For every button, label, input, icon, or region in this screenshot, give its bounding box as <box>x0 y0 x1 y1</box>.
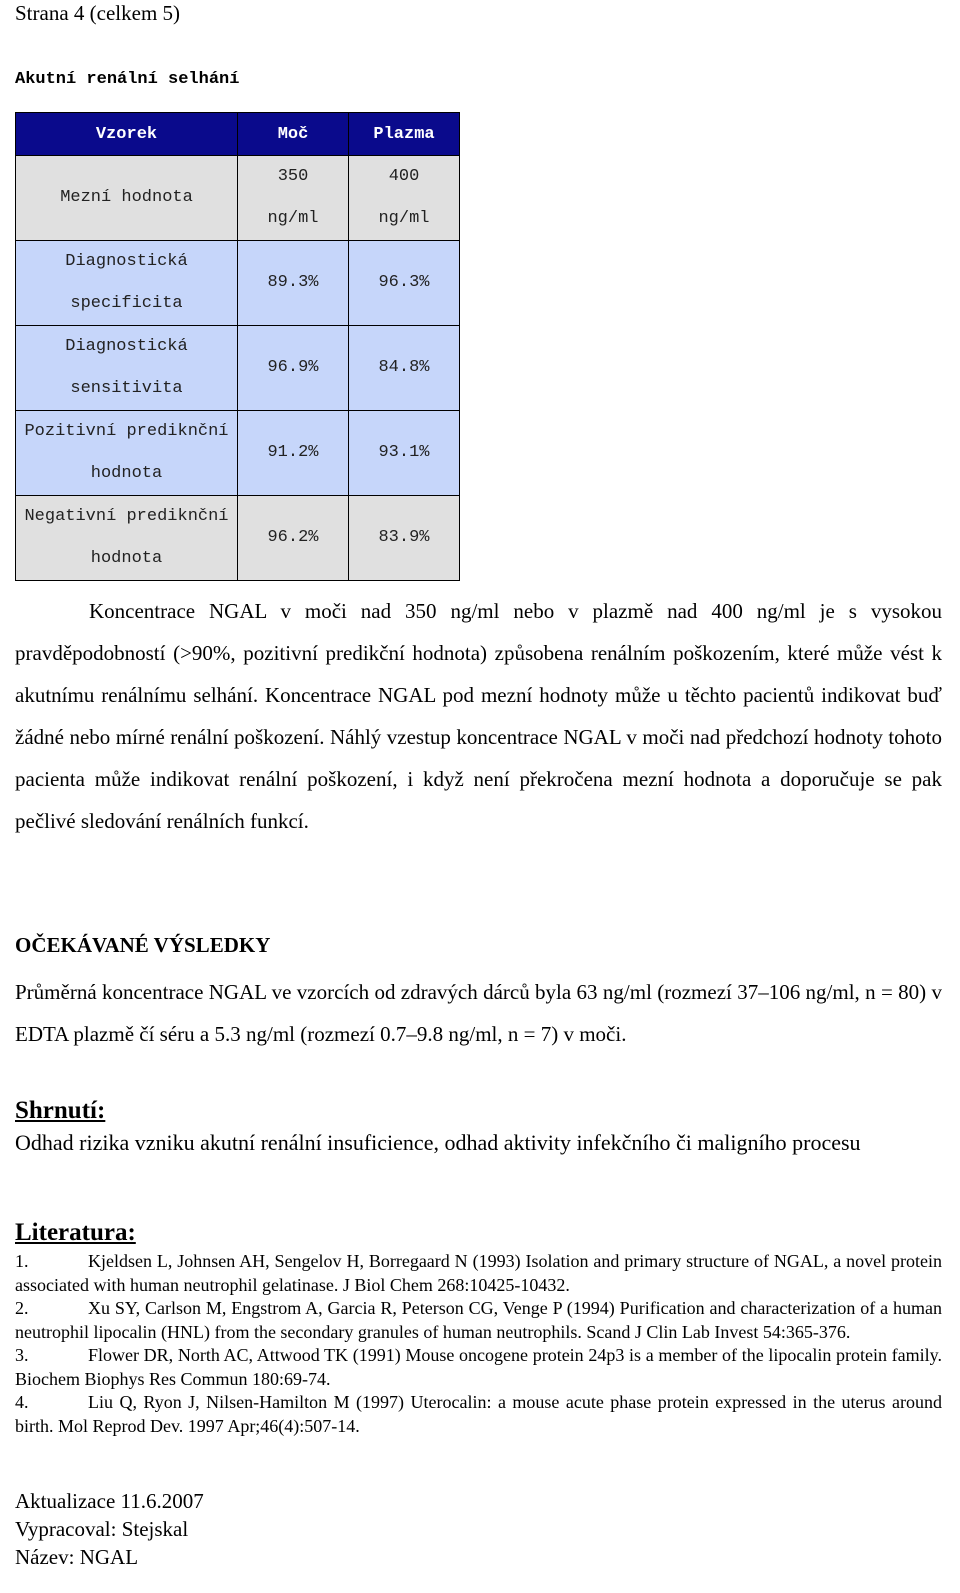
row-label-line: specificita <box>70 294 183 313</box>
header-vzorek: Vzorek <box>16 113 238 156</box>
reference-item <box>15 1297 942 1344</box>
document-footer <box>15 1487 204 1571</box>
row-label <box>16 241 238 326</box>
section-title: Akutní renální selhání <box>15 70 240 89</box>
unit-line: ng/ml <box>378 209 430 228</box>
reference-number: 2. <box>15 1298 29 1318</box>
value-line: 350 <box>277 167 309 186</box>
reference-text: Xu SY, Carlson M, Engstrom A, Garcia R, Peterson CG, Venge P (1994) Purification and characterization of a human neutrophil lipocalin (HNL) from the secondary granules of human neutrophils. Scand J Clin Lab Invest 54:365-376. <box>15 1298 942 1342</box>
row-label-line: Diagnostická <box>65 337 188 356</box>
row-label <box>16 411 238 496</box>
interpretation-paragraph: Koncentrace NGAL v moči nad 350 ng/ml nebo v plazmě nad 400 ng/ml je s vysokou pravděpodobností (>90%, pozitivní predikční hodnota) způsobena renálním poškozením, které může vést k akutnímu renálnímu selhání. Koncentrace NGAL pod mezní hodnoty může u těchto pacientů indikovat buď žádné nebo mírné renální poškození. Náhlý vzestup koncentrace NGAL v moči nad předchozí hodnoty tohoto pacienta může indikovat renální poškození, i když není překročena mezní hodnota a doporučuje se pak pečlivé sledování renálních funkcí. <box>15 599 942 833</box>
table-header-row <box>16 113 460 156</box>
moc-value: 89.3% <box>238 241 349 326</box>
table-row <box>16 241 460 326</box>
row-label-line: sensitivita <box>70 379 183 398</box>
row-label <box>16 156 238 241</box>
row-label-line: hodnota <box>90 549 163 568</box>
reference-item <box>15 1391 942 1438</box>
plazma-value: 84.8% <box>349 326 460 411</box>
reference-number: 3. <box>15 1345 29 1365</box>
header-moc: Moč <box>238 113 349 156</box>
update-date: Aktualizace 11.6.2007 <box>15 1489 204 1513</box>
reference-item <box>15 1250 942 1297</box>
row-label-line: Diagnostická <box>65 252 188 271</box>
moc-value: 96.9% <box>238 326 349 411</box>
table-row <box>16 411 460 496</box>
plazma-value: 83.9% <box>349 496 460 581</box>
unit-line: ng/ml <box>267 209 319 228</box>
page-number: Strana 4 (celkem 5) <box>15 1 181 25</box>
results-text: Průměrná koncentrace NGAL ve vzorcích od zdravých dárců byla 63 ng/ml (rozmezí 37–106 ng/ml, n = 80) v EDTA plazmě čí séru a 5.3 ng/ml (rozmezí 0.7–9.8 ng/ml, n = 7) v moči. <box>15 980 942 1046</box>
plazma-value: 93.1% <box>349 411 460 496</box>
document-name: Název: NGAL <box>15 1545 139 1569</box>
value-line: 400 <box>388 167 420 186</box>
table-row <box>16 156 460 241</box>
literature-heading: Literatura: <box>15 1219 136 1246</box>
moc-value <box>238 156 349 241</box>
row-label-line: Mezní hodnota <box>60 188 193 207</box>
results-heading: OČEKÁVANÉ VÝSLEDKY <box>15 933 271 957</box>
author: Vypracoval: Stejskal <box>15 1517 189 1541</box>
row-label-line: Negativní prediknční <box>24 507 229 526</box>
plazma-value <box>349 156 460 241</box>
row-label <box>16 326 238 411</box>
summary-heading: Shrnutí: <box>15 1097 106 1124</box>
table-row <box>16 496 460 581</box>
reference-list <box>15 1250 942 1438</box>
moc-value: 91.2% <box>238 411 349 496</box>
row-label <box>16 496 238 581</box>
reference-item <box>15 1344 942 1391</box>
row-label-line: hodnota <box>90 464 163 483</box>
reference-number: 4. <box>15 1392 29 1412</box>
reference-text: Flower DR, North AC, Attwood TK (1991) Mouse oncogene protein 24p3 is a member of the lipocalin protein family. Biochem Biophys Res Commun 180:69-74. <box>15 1345 942 1389</box>
reference-text: Liu Q, Ryon J, Nilsen-Hamilton M (1997) Uterocalin: a mouse acute phase protein expressed in the uterus around birth. Mol Reprod Dev. 1997 Apr;46(4):507-14. <box>15 1392 942 1436</box>
reference-text: Kjeldsen L, Johnsen AH, Sengelov H, Borregaard N (1993) Isolation and primary structure of NGAL, a novel protein associated with human neutrophil gelatinase. J Biol Chem 268:10425-10432. <box>15 1251 942 1295</box>
summary-text: Odhad rizika vzniku akutní renální insuficience, odhad aktivity infekčního či maligního procesu <box>15 1130 861 1155</box>
header-plazma: Plazma <box>349 113 460 156</box>
moc-value: 96.2% <box>238 496 349 581</box>
plazma-value: 96.3% <box>349 241 460 326</box>
table-row <box>16 326 460 411</box>
reference-number: 1. <box>15 1251 29 1271</box>
row-label-line: Pozitivní prediknční <box>24 422 229 441</box>
ngal-table <box>15 112 460 581</box>
